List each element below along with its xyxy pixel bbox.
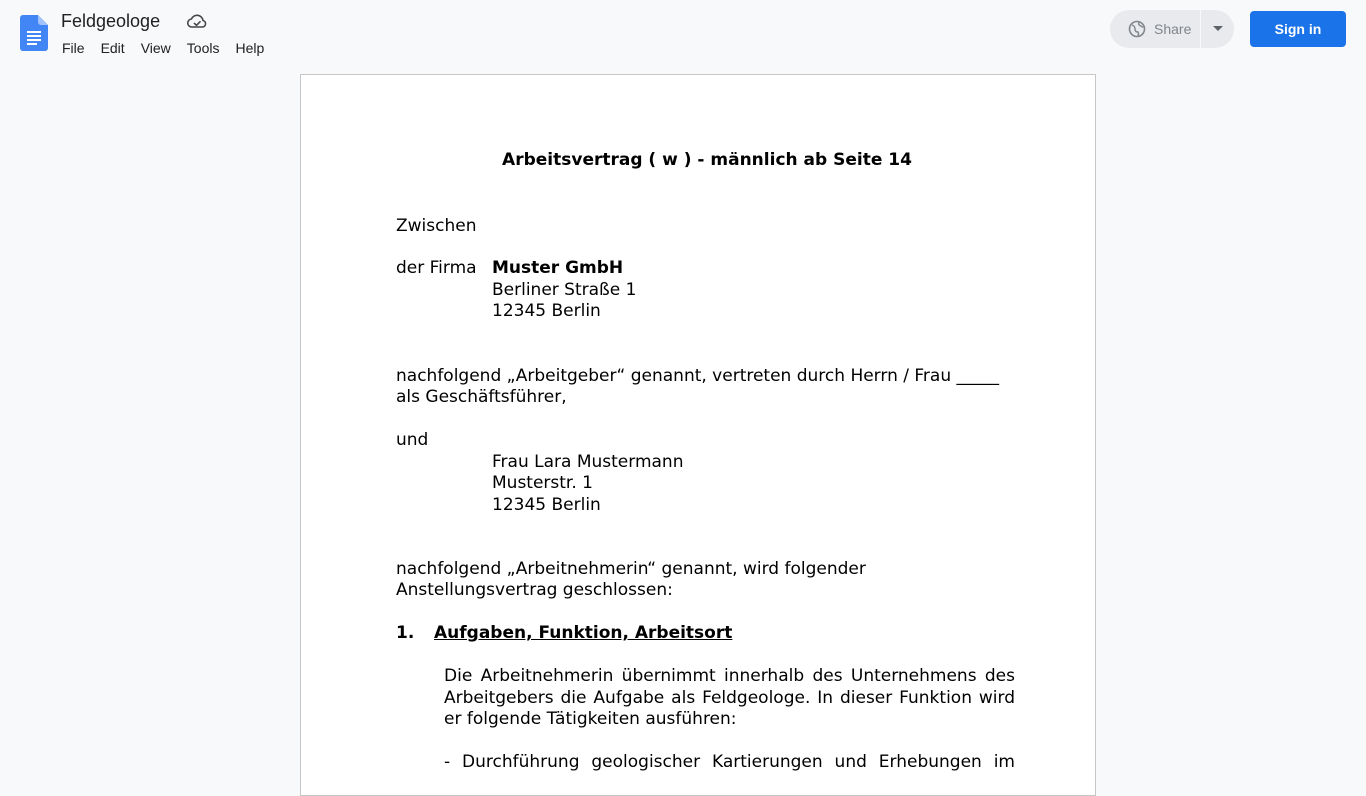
share-label: Share [1154, 21, 1192, 37]
document-page[interactable] [300, 74, 1096, 796]
text-employee-city: 12345 Berlin [492, 495, 601, 515]
document-title[interactable]: Feldgeologe [61, 11, 161, 31]
text-employee-street: Musterstr. 1 [492, 473, 593, 493]
section1-para-line3: er folgende Tätigkeiten ausführen: [444, 709, 737, 729]
globe-icon [1128, 20, 1146, 38]
menu-bar [54, 36, 272, 60]
share-dropdown-button[interactable] [1201, 10, 1234, 48]
text-employee-line1: nachfolgend „Arbeitnehmerin“ genannt, wird folgender [396, 559, 866, 579]
text-firm-name: Muster GmbH [492, 258, 624, 278]
share-button-group [1110, 10, 1234, 48]
text-firm-city: 12345 Berlin [492, 301, 601, 321]
document-heading: Arbeitsvertrag ( w ) - männlich ab Seite 14 [502, 150, 912, 170]
section1-para-line2: Arbeitgebers die Aufgabe als Feldgeologe. In dieser Funktion wird [444, 688, 1015, 708]
menu-view[interactable]: View [140, 40, 171, 56]
menu-file[interactable]: File [62, 40, 85, 56]
section1-para-line1: Die Arbeitnehmerin übernimmt innerhalb des Unternehmens des [444, 666, 1015, 686]
text-employer-line1: nachfolgend „Arbeitgeber“ genannt, vertreten durch Herrn / Frau _____ [396, 366, 1000, 386]
text-firm-street: Berliner Straße 1 [492, 280, 637, 300]
caret-down-icon [1213, 26, 1223, 32]
top-bar [0, 0, 1366, 64]
text-employee-name: Frau Lara Mustermann [492, 452, 684, 472]
text-employee-line2: Anstellungsvertrag geschlossen: [396, 580, 673, 600]
section1-number: 1. [396, 623, 415, 643]
google-docs-icon[interactable] [20, 15, 48, 51]
text-between: Zwischen [396, 216, 477, 236]
menu-edit[interactable]: Edit [100, 40, 125, 56]
menu-help[interactable]: Help [235, 40, 265, 56]
share-button[interactable] [1110, 10, 1200, 48]
text-employer-line2: als Geschäftsführer, [396, 387, 567, 407]
text-and: und [396, 430, 429, 450]
sign-in-button[interactable]: Sign in [1250, 11, 1346, 47]
section1-bullet-1: - Durchführung geologischer Kartierungen und Erhebungen im [444, 752, 1015, 772]
menu-tools[interactable]: Tools [186, 40, 220, 56]
text-firm-label: der Firma [396, 258, 477, 278]
section1-title: Aufgaben, Funktion, Arbeitsort [434, 623, 733, 643]
cloud-saved-icon[interactable] [186, 13, 208, 31]
